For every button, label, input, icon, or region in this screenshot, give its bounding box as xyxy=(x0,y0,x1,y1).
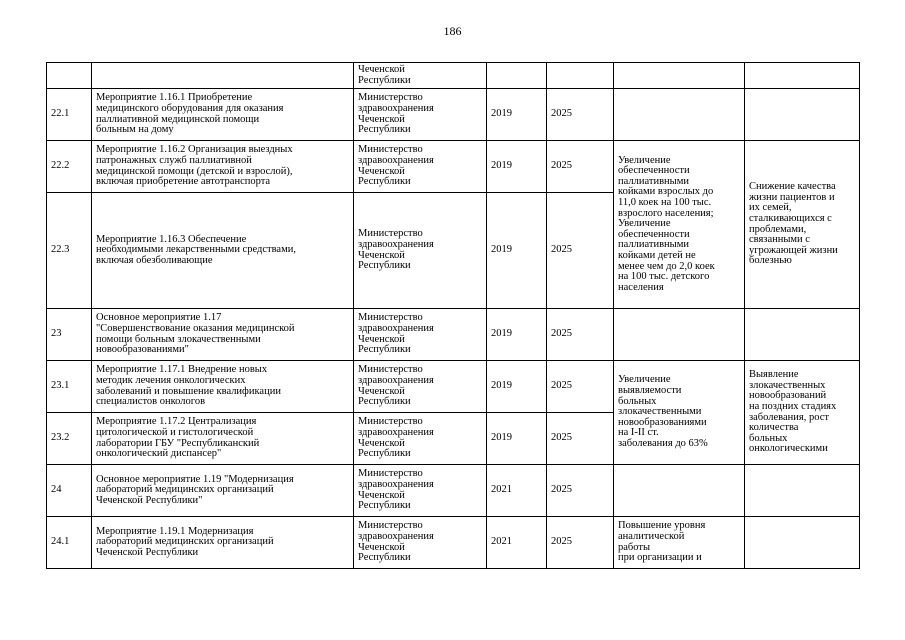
row-number: 23 xyxy=(47,309,92,361)
end-year: 2025 xyxy=(547,413,614,465)
program-events-table xyxy=(46,62,860,569)
event-name: Мероприятие 1.16.2 Организация выездных патронажных служб паллиативной медицинской помощи (детской и взрослой), включая приобретение автотранспорта xyxy=(92,141,354,193)
consequence-cell xyxy=(745,63,860,89)
row-number: 22.1 xyxy=(47,89,92,141)
executor: Министерство здравоохранения Чеченской Республики xyxy=(354,89,487,141)
result-cell xyxy=(614,89,745,141)
end-year: 2025 xyxy=(547,141,614,193)
event-name: Мероприятие 1.16.1 Приобретение медицинского оборудования для оказания паллиативной медицинской помощи больным на дому xyxy=(92,89,354,141)
consequence-cell xyxy=(745,465,860,517)
start-year: 2019 xyxy=(487,361,547,413)
start-year: 2019 xyxy=(487,193,547,309)
table-row xyxy=(47,89,860,141)
event-name: Основное мероприятие 1.17 "Совершенствование оказания медицинской помощи больным злокачественными новообразованиями" xyxy=(92,309,354,361)
start-year: 2021 xyxy=(487,465,547,517)
result-cell xyxy=(614,309,745,361)
table-row xyxy=(47,465,860,517)
row-number: 23.1 xyxy=(47,361,92,413)
result-oncology: Увеличение выявляемости больных злокачественными новообразованиями на I-II ст. заболевания до 63% xyxy=(614,361,745,465)
end-year: 2025 xyxy=(547,361,614,413)
consequence-palliative: Снижение качества жизни пациентов и их семей, сталкивающихся с проблемами, связанными с угрожающей жизни болезнью xyxy=(745,141,860,309)
executor: Министерство здравоохранения Чеченской Республики xyxy=(354,141,487,193)
consequence-oncology: Выявление злокачественных новообразований на поздних стадиях заболевания, рост количества больных онкологическими xyxy=(745,361,860,465)
row-number: 24.1 xyxy=(47,517,92,569)
end-year xyxy=(547,63,614,89)
consequence-cell xyxy=(745,89,860,141)
event-name: Мероприятие 1.17.1 Внедрение новых методик лечения онкологических заболеваний и повышение квалификации специалистов онкологов xyxy=(92,361,354,413)
row-number: 22.3 xyxy=(47,193,92,309)
end-year: 2025 xyxy=(547,465,614,517)
executor: Министерство здравоохранения Чеченской Республики xyxy=(354,465,487,517)
table-row xyxy=(47,141,860,193)
start-year: 2019 xyxy=(487,89,547,141)
event-name: Мероприятие 1.19.1 Модернизация лабораторий медицинских организаций Чеченской Республики xyxy=(92,517,354,569)
event-name: Основное мероприятие 1.19 "Модернизация лабораторий медицинских организаций Чеченской Республики" xyxy=(92,465,354,517)
executor: Чеченской Республики xyxy=(354,63,487,89)
result-labs: Повышение уровня аналитической работы при организации и xyxy=(614,517,745,569)
end-year: 2025 xyxy=(547,309,614,361)
executor: Министерство здравоохранения Чеченской Республики xyxy=(354,361,487,413)
consequence-cell xyxy=(745,517,860,569)
result-cell xyxy=(614,465,745,517)
end-year: 2025 xyxy=(547,517,614,569)
consequence-cell xyxy=(745,309,860,361)
result-palliative: Увеличение обеспеченности паллиативными койками взрослых до 11,0 коек на 100 тыс. взрослого населения; Увеличение обеспеченности паллиативными койками детей не менее чем до 2,0 коек на 100 тыс. детского населения xyxy=(614,141,745,309)
start-year: 2019 xyxy=(487,309,547,361)
table-row xyxy=(47,517,860,569)
start-year xyxy=(487,63,547,89)
executor: Министерство здравоохранения Чеченской Республики xyxy=(354,309,487,361)
row-number: 22.2 xyxy=(47,141,92,193)
executor: Министерство здравоохранения Чеченской Республики xyxy=(354,517,487,569)
table-row xyxy=(47,63,860,89)
row-number xyxy=(47,63,92,89)
event-name: Мероприятие 1.16.3 Обеспечение необходимыми лекарственными средствами, включая обезболивающие xyxy=(92,193,354,309)
end-year: 2025 xyxy=(547,89,614,141)
start-year: 2019 xyxy=(487,141,547,193)
end-year: 2025 xyxy=(547,193,614,309)
start-year: 2021 xyxy=(487,517,547,569)
table-row xyxy=(47,361,860,413)
event-name xyxy=(92,63,354,89)
event-name: Мероприятие 1.17.2 Централизация цитологической и гистологической лаборатории ГБУ "Республиканский онкологический диспансер" xyxy=(92,413,354,465)
start-year: 2019 xyxy=(487,413,547,465)
result-cell xyxy=(614,63,745,89)
executor: Министерство здравоохранения Чеченской Республики xyxy=(354,193,487,309)
executor: Министерство здравоохранения Чеченской Республики xyxy=(354,413,487,465)
row-number: 24 xyxy=(47,465,92,517)
page-number: 186 xyxy=(443,24,462,38)
row-number: 23.2 xyxy=(47,413,92,465)
table-row xyxy=(47,309,860,361)
